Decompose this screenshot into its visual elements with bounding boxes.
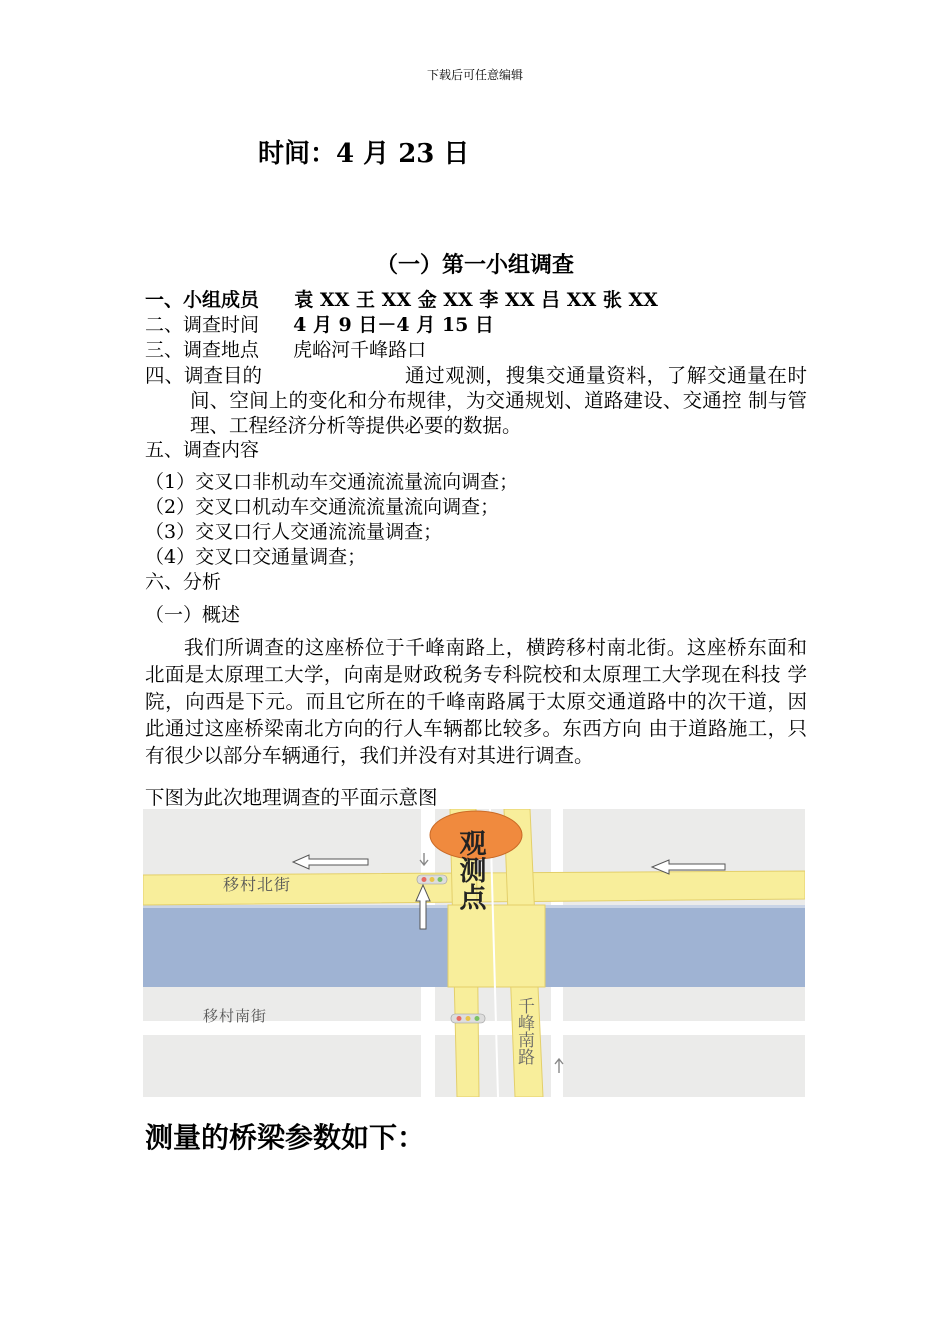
map-intro: 下图为此次地理调查的平面示意图 <box>145 786 438 809</box>
bridge-deck <box>448 905 545 987</box>
members-label: 一、小组成员 <box>145 289 260 311</box>
period-value: 4 月 9 日－4 月 15 日 <box>293 314 494 336</box>
place-label: 三、调查地点 <box>145 339 260 361</box>
period-label: 二、调查时间 <box>145 314 260 336</box>
content-item-4: （4）交叉口交通量调查； <box>145 546 367 568</box>
content-item-2: （2）交叉口机动车交通流流量流向调查； <box>145 496 500 518</box>
overview-text: 我们所调查的这座桥位于千峰南路上，横跨移村南北街。这座桥东面和北面是太原理工大学，向南是财政税务专科院校和太原理工大学现在科技 学院，向西是下元。而且它所在的千峰南路属于太原交通道路中的次干道，因此通过这座桥梁南北方向的行人车辆都比较多。东西方向 由于道路施工，只有很少以部分车辆通行，我们并没有对其进行调查。 <box>145 636 807 767</box>
south-street-label: 移村南街 <box>203 1007 268 1025</box>
section-title: （一）第一小组调查 <box>375 252 574 278</box>
purpose-value: 通过观测，搜集交通量资料，了解交通量在时间、空间上的变化和分布规律，为交通规划、道路建设、交通控 制与管理、工程经济分析等提供必要的数据。 <box>190 364 807 437</box>
members-line <box>145 288 658 313</box>
analysis-label: 六、分析 <box>145 571 222 593</box>
north-street-label: 移村北街 <box>223 875 292 894</box>
members-value: 袁 XX 王 XX 金 XX 李 XX 吕 XX 张 XX <box>294 289 658 311</box>
traffic-light-south <box>451 1014 485 1023</box>
place-value: 虎峪河千峰路口 <box>293 339 427 361</box>
site-map <box>143 809 805 1097</box>
observe-point-label: 观测点 <box>454 829 486 910</box>
content-item-3: （3）交叉口行人交通流流量调查； <box>145 521 443 543</box>
overview-label: （一）概述 <box>145 604 241 626</box>
page-header: 下载后可任意编辑 <box>426 68 523 82</box>
purpose-label: 四、调查目的 <box>145 364 263 387</box>
bridge-params-title: 测量的桥梁参数如下： <box>145 1121 426 1154</box>
place-line <box>145 338 426 363</box>
time-line: 时间：4 月 23 日 <box>258 139 470 169</box>
main-road-label: 千峰南路 <box>514 997 534 1065</box>
content-item-1: （1）交叉口非机动车交通流流量流向调查； <box>145 471 519 493</box>
traffic-light-north <box>417 875 447 884</box>
purpose-block <box>145 363 807 438</box>
content-label: 五、调查内容 <box>145 439 260 461</box>
period-line <box>145 313 494 338</box>
